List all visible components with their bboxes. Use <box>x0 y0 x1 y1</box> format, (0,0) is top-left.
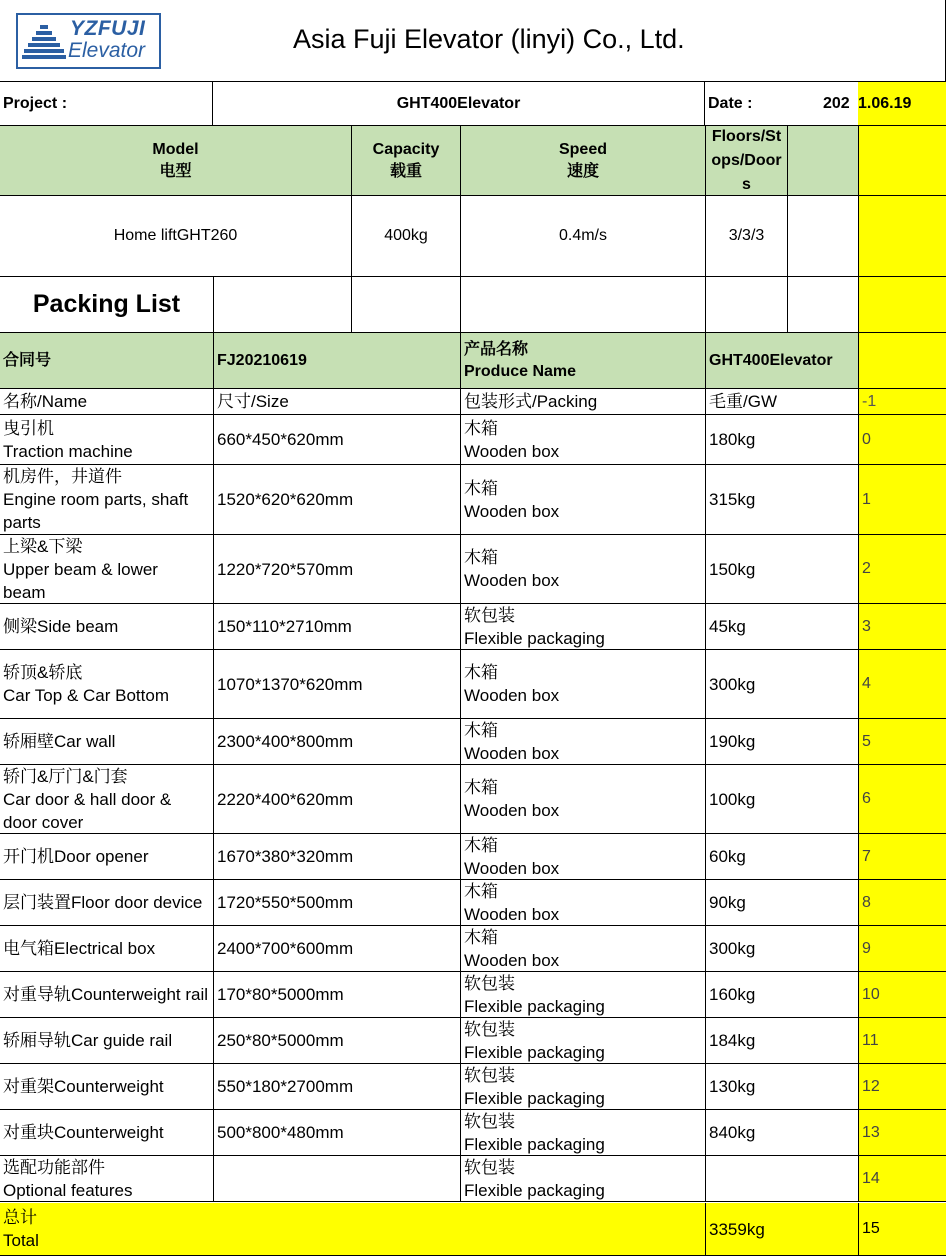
item-name-cell <box>0 1064 214 1110</box>
item-name-line-1: 轿顶&轿底 <box>3 663 83 682</box>
item-packing-en: Wooden box <box>464 743 560 763</box>
item-packing-en: Wooden box <box>464 686 560 705</box>
item-gw: 300kg <box>706 650 859 719</box>
item-index: 11 <box>859 1018 946 1064</box>
item-name-line-1: 开门机Door opener <box>3 847 149 866</box>
item-packing-cn: 软包装 <box>464 973 515 993</box>
item-name-cell <box>0 415 214 465</box>
capacity-header-cn: 载重 <box>389 162 422 180</box>
logo-text-elevator: Elevator <box>68 39 146 62</box>
item-gw: 90kg <box>706 880 859 926</box>
item-index: 14 <box>859 1156 946 1202</box>
item-name-cell <box>0 926 214 972</box>
item-packing-en: Flexible packaging <box>464 1180 605 1200</box>
item-name-line-3: door cover <box>3 812 84 832</box>
item-name-line-2: Optional features <box>3 1180 133 1200</box>
packing-list-title: Packing List <box>0 277 214 333</box>
blank-cell <box>352 277 461 333</box>
item-size: 660*450*620mm <box>214 415 461 465</box>
item-size: 1520*620*620mm <box>214 465 461 535</box>
item-packing-en: Wooden box <box>464 950 560 970</box>
product-name-label <box>461 333 706 389</box>
logo-stairs-icon <box>22 21 66 61</box>
item-index: 7 <box>859 834 946 880</box>
model-value: Home liftGHT260 <box>0 196 352 277</box>
total-gw: 3359kg <box>706 1203 859 1256</box>
total-label-cn: 总计 <box>3 1208 37 1227</box>
item-name-line-1: 对重导轨Counterweight rail <box>3 985 209 1004</box>
floors-header: Floors/Stops/Doors <box>706 126 788 196</box>
item-packing-cell <box>461 650 706 719</box>
item-index: 4 <box>859 650 946 719</box>
company-logo <box>16 13 161 69</box>
item-gw <box>706 1156 859 1202</box>
item-name-cell <box>0 719 214 765</box>
yellow-cell <box>859 196 946 277</box>
item-packing-cn: 软包装 <box>464 1111 515 1131</box>
item-size: 2400*700*600mm <box>214 926 461 972</box>
blank-cell <box>461 277 706 333</box>
item-packing-cn: 木箱 <box>464 835 498 855</box>
item-packing-cn: 木箱 <box>464 927 498 947</box>
item-name-line-1: 层门装置Floor door device <box>3 893 203 912</box>
item-name-cell <box>0 604 214 650</box>
date-label: Date : <box>705 82 815 126</box>
item-name-line-2: Car Top & Car Bottom <box>3 686 169 705</box>
item-name-line-1: 轿厢壁Car wall <box>3 732 116 751</box>
item-name-line-1: 轿门&厅门&门套 <box>3 766 128 786</box>
item-size: 1070*1370*620mm <box>214 650 461 719</box>
item-gw: 315kg <box>706 465 859 535</box>
item-size: 1670*380*320mm <box>214 834 461 880</box>
yellow-cell <box>859 333 946 389</box>
item-gw: 184kg <box>706 1018 859 1064</box>
item-name-cell <box>0 465 214 535</box>
item-gw: 100kg <box>706 765 859 834</box>
item-packing-cn: 木箱 <box>464 663 498 682</box>
item-size: 2300*400*800mm <box>214 719 461 765</box>
item-gw: 300kg <box>706 926 859 972</box>
item-packing-cn: 木箱 <box>464 881 498 901</box>
item-name-line-1: 选配功能部件 <box>3 1157 105 1177</box>
item-name-cell <box>0 765 214 834</box>
item-packing-cn: 软包装 <box>464 1019 515 1039</box>
item-name-line-1: 电气箱Electrical box <box>3 939 156 958</box>
item-index: 6 <box>859 765 946 834</box>
item-size: 550*180*2700mm <box>214 1064 461 1110</box>
spec-value-blank <box>788 196 859 277</box>
item-packing-cn: 木箱 <box>464 478 498 498</box>
contract-label: 合同号 <box>0 333 214 389</box>
item-packing-cell <box>461 719 706 765</box>
column-header-index: -1 <box>859 389 946 415</box>
item-gw: 60kg <box>706 834 859 880</box>
company-title: Asia Fuji Elevator (linyi) Co., Ltd. <box>293 24 685 54</box>
model-header-en: Model <box>152 140 199 158</box>
item-name-cell <box>0 834 214 880</box>
item-packing-en: Flexible packaging <box>464 1134 605 1154</box>
item-name-line-1: 对重块Counterweight <box>3 1123 164 1142</box>
yellow-cell <box>859 277 946 333</box>
item-size: 150*110*2710mm <box>214 604 461 650</box>
yellow-cell <box>859 126 946 196</box>
header-row <box>0 0 946 82</box>
item-size: 170*80*5000mm <box>214 972 461 1018</box>
item-index: 12 <box>859 1064 946 1110</box>
item-index: 10 <box>859 972 946 1018</box>
total-index: 15 <box>859 1203 946 1256</box>
item-size: 500*800*480mm <box>214 1110 461 1156</box>
item-packing-cn: 软包装 <box>464 1065 515 1085</box>
capacity-value: 400kg <box>352 196 461 277</box>
item-name-cell <box>0 1110 214 1156</box>
item-packing-cell <box>461 765 706 834</box>
capacity-header-en: Capacity <box>372 140 440 158</box>
item-name-line-3: beam <box>3 582 46 602</box>
speed-header-en: Speed <box>558 140 607 158</box>
logo-text-yzfuji: YZFUJI <box>70 17 146 40</box>
project-label: Project : <box>0 82 213 126</box>
item-packing-en: Wooden box <box>464 441 560 461</box>
item-size: 2220*400*620mm <box>214 765 461 834</box>
item-name-line-3: parts <box>3 513 41 532</box>
item-name-cell <box>0 650 214 719</box>
item-name-line-2: Engine room parts, shaft <box>3 490 189 509</box>
item-packing-cell <box>461 834 706 880</box>
item-index: 2 <box>859 535 946 604</box>
item-packing-cn: 木箱 <box>464 418 498 438</box>
item-packing-cell <box>461 535 706 604</box>
product-name-label-cn: 产品名称 <box>464 340 529 358</box>
item-gw: 180kg <box>706 415 859 465</box>
item-size: 1720*550*500mm <box>214 880 461 926</box>
item-name-line-1: 轿厢导轨Car guide rail <box>3 1031 173 1050</box>
item-size: 1220*720*570mm <box>214 535 461 604</box>
date-prefix: 202 <box>823 94 850 112</box>
item-size: 250*80*5000mm <box>214 1018 461 1064</box>
product-name-value: GHT400Elevator <box>706 333 859 389</box>
total-label <box>0 1203 706 1256</box>
model-header <box>0 126 352 196</box>
item-name-cell <box>0 880 214 926</box>
date-value <box>815 82 946 126</box>
item-packing-cell <box>461 926 706 972</box>
item-packing-cn: 木箱 <box>464 720 498 740</box>
speed-header-cn: 速度 <box>566 162 599 180</box>
item-name-line-1: 侧梁Side beam <box>3 617 119 636</box>
item-packing-en: Flexible packaging <box>464 1042 605 1062</box>
item-name-line-1: 上梁&下梁 <box>3 536 83 556</box>
item-packing-en: Wooden box <box>464 501 560 521</box>
item-packing-cell <box>461 1018 706 1064</box>
date-suffix: 1.06.19 <box>858 82 946 125</box>
item-packing-cell <box>461 972 706 1018</box>
item-packing-en: Wooden box <box>464 571 560 590</box>
item-packing-en: Flexible packaging <box>464 996 605 1016</box>
blank-cell <box>788 277 859 333</box>
item-index: 0 <box>859 415 946 465</box>
item-index: 13 <box>859 1110 946 1156</box>
speed-value: 0.4m/s <box>461 196 706 277</box>
item-packing-en: Flexible packaging <box>464 1088 605 1108</box>
blank-cell <box>214 277 352 333</box>
speed-header <box>461 126 706 196</box>
blank-cell <box>706 277 788 333</box>
product-name-label-en: Produce Name <box>464 362 577 380</box>
item-packing-en: Wooden box <box>464 904 560 924</box>
item-name-line-2: Traction machine <box>3 441 133 461</box>
item-packing-en: Wooden box <box>464 858 560 878</box>
project-value: GHT400Elevator <box>213 82 705 126</box>
item-packing-cn: 软包装 <box>464 1157 515 1177</box>
floors-value: 3/3/3 <box>706 196 788 277</box>
item-size <box>214 1156 461 1202</box>
item-name-cell <box>0 972 214 1018</box>
column-header-packing: 包装形式/Packing <box>461 389 706 415</box>
spec-header-blank <box>788 126 859 196</box>
column-header-gw: 毛重/GW <box>706 389 859 415</box>
item-name-line-1: 曳引机 <box>3 418 54 438</box>
item-packing-cn: 木箱 <box>464 548 498 567</box>
item-packing-en: Flexible packaging <box>464 628 605 648</box>
item-packing-en: Wooden box <box>464 801 560 820</box>
item-packing-cn: 木箱 <box>464 778 498 797</box>
item-gw: 130kg <box>706 1064 859 1110</box>
model-header-cn: 电型 <box>159 162 192 180</box>
item-gw: 150kg <box>706 535 859 604</box>
item-packing-cell <box>461 880 706 926</box>
total-label-en: Total <box>3 1231 39 1250</box>
item-packing-cell <box>461 1156 706 1202</box>
item-gw: 160kg <box>706 972 859 1018</box>
contract-value: FJ20210619 <box>214 333 461 389</box>
item-gw: 190kg <box>706 719 859 765</box>
capacity-header <box>352 126 461 196</box>
item-packing-cell <box>461 415 706 465</box>
item-packing-cell <box>461 465 706 535</box>
item-packing-cell <box>461 1064 706 1110</box>
item-name-cell <box>0 1018 214 1064</box>
item-index: 1 <box>859 465 946 535</box>
item-name-cell <box>0 535 214 604</box>
item-gw: 840kg <box>706 1110 859 1156</box>
item-name-line-2: Car door & hall door & <box>3 789 172 809</box>
column-header-size: 尺寸/Size <box>214 389 461 415</box>
item-name-line-1: 机房件，井道件 <box>3 467 122 486</box>
item-index: 8 <box>859 880 946 926</box>
item-packing-cell <box>461 1110 706 1156</box>
item-name-cell <box>0 1156 214 1202</box>
item-gw: 45kg <box>706 604 859 650</box>
item-index: 3 <box>859 604 946 650</box>
item-name-line-1: 对重架Counterweight <box>3 1077 164 1096</box>
item-name-line-2: Upper beam & lower <box>3 559 158 579</box>
item-packing-cell <box>461 604 706 650</box>
item-index: 5 <box>859 719 946 765</box>
column-header-name: 名称/Name <box>0 389 214 415</box>
item-index: 9 <box>859 926 946 972</box>
item-packing-cn: 软包装 <box>464 605 515 625</box>
